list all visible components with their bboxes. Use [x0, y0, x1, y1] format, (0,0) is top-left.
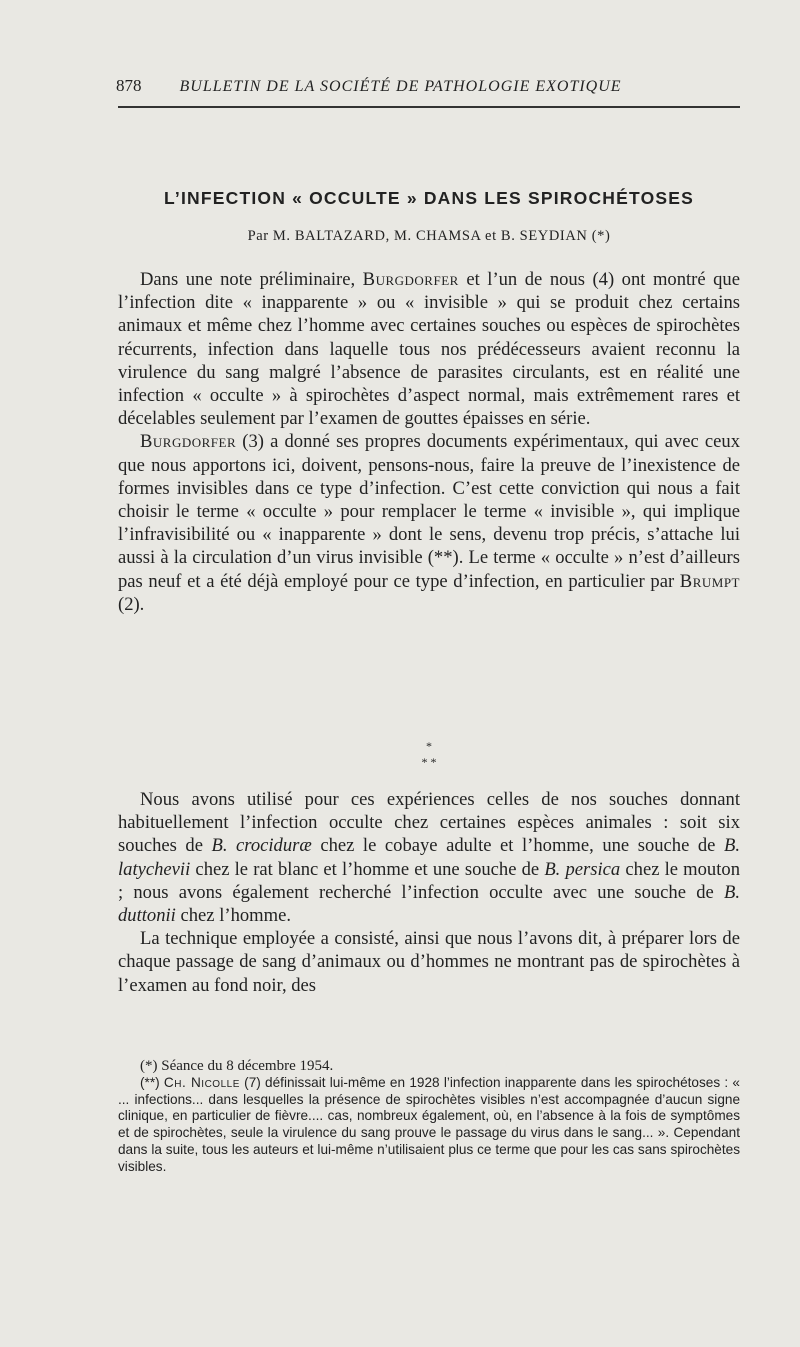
paragraph-3-text-e: chez l’homme. [175, 905, 291, 927]
footnote-2-text: (7) définissait lui-même en 1928 l’infection inapparente dans les spirochétoses : « ... infections... dans lesquelles la présence de spirochètes visibles n’est accompagnée d’aucun signe clinique, en particulier de fièvre.... cas, nombreux également, où, en l’absence à la fois de symptômes et de spirochètes, seule la virulence du sang prouve le passage du virus dans le sang... ». Cependant dans la suite, tous les auteurs et lui-même n’utilisaient plus ce terme que pour les cas sans spirochètes visibles. [118, 1074, 740, 1174]
paragraph-1 [118, 268, 740, 430]
paragraph-2-text-a: (3) a donné ses propres documents expérimentaux, qui avec ceux que nous apportons ici, doivent, pensons-nous, faire la preuve de l’inexistence de formes invisibles dans ce type d’infection. C’est cette conviction qui nous a fait choisir le terme « occulte » pour remplacer le terme « invisible », qui implique l’infravisibilité ou « inapparente » dont le sens, devenu trop précis, s’attache lui aussi à la circulation d’un virus invisible (**). Le terme « occulte » n’est d’ailleurs pas neuf et a été déjà employé pour ce type d’infection, en particulier par [118, 431, 740, 592]
page-number: 878 [116, 76, 142, 95]
journal-title: BULLETIN DE LA SOCIÉTÉ DE PATHOLOGIE EXOTIQUE [179, 78, 622, 95]
footnote-1: (*) Séance du 8 décembre 1954. [140, 1058, 334, 1074]
paragraph-2 [118, 430, 740, 616]
author-citation: Ch. Nicolle [163, 1074, 240, 1090]
paragraph-3-text-a: Nous avons utilisé pour ces expériences celles de nos souches donnant habituellement l’infection occulte chez certaines espèces animales : soit six souches de [118, 789, 740, 857]
species-name: B. duttonii [118, 881, 740, 927]
paragraph-3-text-c: chez le rat blanc et l’homme et une souche de [190, 858, 545, 880]
paragraph-1-text-a: Dans une note préliminaire, [140, 269, 363, 290]
header-rule [118, 106, 740, 108]
paragraph-4: La technique employée a consisté, ainsi que nous l’avons dit, à préparer lors de chaque passage de sang d’animaux ou d’hommes ne montrant pas de spirochètes à l’examen au fond noir, des [118, 928, 740, 996]
species-name: B. latychevii [118, 835, 740, 880]
paragraph-3-text-d: chez le mouton ; nous avons également recherché l’infection occulte avec une souche de [118, 858, 740, 903]
species-name: B. crociduræ [211, 835, 312, 857]
footnote-2 [118, 1075, 740, 1176]
paragraph-2-text-b: (2). [118, 593, 145, 615]
paragraph-1-text-b: et l’un de nous (4) ont montré que l’infection dite « inapparente » ou « invisible » qui se produit chez certains animaux et même chez l’homme avec certaines souches ou espèces de spirochètes récurrents, infection dans laquelle tous nos prédécesseurs avaient reconnu la virulence du sang malgré l’absence de parasites circulants, est en réalité une infection « occulte » à spirochètes d’aspect normal, mais extrêmement rares et décelables seulement par l’examen de gouttes épaisses en série. [118, 269, 740, 430]
species-name: B. persica [544, 858, 621, 880]
paragraph-3 [118, 788, 740, 927]
article-title: L’INFECTION « OCCULTE » DANS LES SPIROCHÉTOSES [163, 188, 695, 208]
section-separator-bottom: * * [421, 755, 437, 769]
article-body-top [118, 268, 740, 616]
paragraph-3-text-b: chez le cobaye adulte et l’homme, une souche de [311, 835, 724, 857]
article-authors: Par M. BALTAZARD, M. CHAMSA et B. SEYDIAN (*) [247, 228, 611, 244]
article-body-bottom [118, 788, 740, 997]
section-separator-top: * [426, 739, 432, 753]
author-citation: Brumpt [679, 570, 740, 592]
footnote-2-mark: (**) [140, 1074, 164, 1090]
author-citation: Burgdorfer [140, 431, 237, 453]
footnotes [118, 1058, 740, 1176]
running-header [118, 76, 738, 96]
author-citation: Burgdorfer [362, 269, 459, 290]
